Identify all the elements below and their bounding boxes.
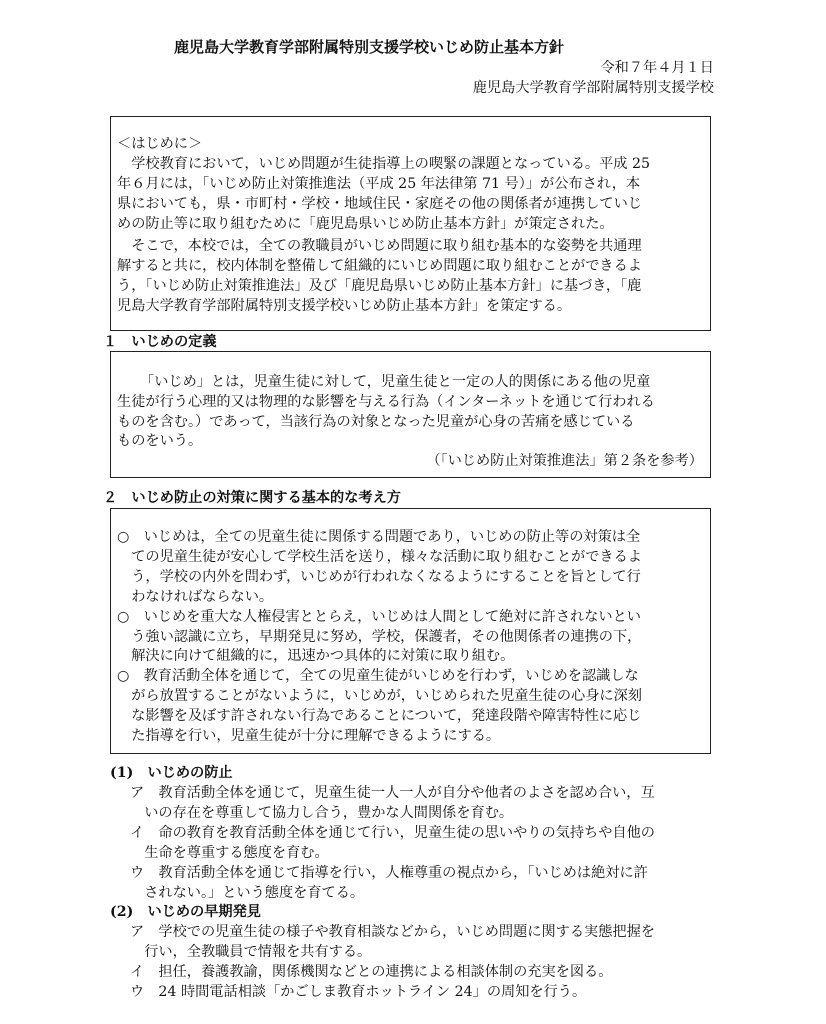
subsection-heading-early-detection: (2) いじめの早期発見 <box>110 904 261 920</box>
approach-line: ての児童生徒が安心して学校生活を送り，様々な活動に取り組むことができるよ <box>117 549 642 565</box>
intro-line: 県においても，県・市町村・学校・地域住民・家庭その他の関係者が連携していじ <box>117 196 642 212</box>
definition-line: 生徒が行う心理的又は物理的な影響を与える行為（インターネットを通じて行われる <box>117 394 655 410</box>
approach-line: がら放置することがないように，いじめが，いじめられた児童生徒の心身に深刻 <box>117 688 642 704</box>
intro-heading: ＜はじめに＞ <box>117 136 203 152</box>
prevention-line: いの存在を尊重して協力し合う，豊かな人間関係を育む。 <box>130 805 514 821</box>
approach-line: わなければならない。 <box>117 589 274 605</box>
subsection-heading-prevention: (1) いじめの防止 <box>110 765 233 781</box>
approach-line: な影響を及ぼす許されない行為であることについて，発達段階や障害特性に応じ <box>117 708 642 724</box>
approach-line: う，学校の内外を問わず，いじめが行われなくなるようにすることを旨として行 <box>117 569 641 585</box>
early-detection-line: イ 担任，養護教諭，関係機関などとの連携による相談体制の充実を図る。 <box>130 964 613 980</box>
intro-line: 年６月には，「いじめ防止対策推進法（平成 25 年法律第 71 号）」が公布され，本 <box>117 176 641 192</box>
intro-line: そこで，本校では，全ての教職員がいじめ問題に取り組む基本的な姿勢を共通理 <box>117 238 642 254</box>
early-detection-line: ウ 24 時間電話相談「かごしま教育ホットライン 24」の周知を行う。 <box>130 984 587 1000</box>
issuing-organization: 鹿児島大学教育学部附属特別支援学校 <box>472 80 714 96</box>
document-title: 鹿児島大学教育学部附属特別支援学校いじめ防止基本方針 <box>174 38 565 56</box>
intro-line: 解すると共に，校内体制を整備して組織的にいじめ問題に取り組むことができるよ <box>117 258 642 274</box>
section-heading-basic-approach: ２ いじめ防止の対策に関する基本的な考え方 <box>103 490 401 506</box>
section-heading-definition: １ いじめの定義 <box>103 334 217 350</box>
approach-line: 解決に向けて組織的に，迅速かつ具体的に対策に取り組む。 <box>117 648 515 664</box>
approach-line: ○ いじめを重大な人権侵害ととらえ，いじめは人間として絶対に許されないとい <box>117 609 641 625</box>
early-detection-line: 行い，全教職員で情報を共有する。 <box>130 944 372 960</box>
early-detection-line: ア 学校での児童生徒の様子や教育相談などから，いじめ問題に関する実態把握を <box>130 924 655 940</box>
intro-line: う，「いじめ防止対策推進法」及び「鹿児島県いじめ防止基本方針」に基づき，「鹿 <box>117 278 642 294</box>
definition-line: ものを含む。）であって，当該行為の対象となった児童が心身の苦痛を感じている <box>117 414 635 430</box>
approach-line: た指導を行い，児童生徒が十分に理解できるようにする。 <box>117 728 501 744</box>
intro-line: 児島大学教育学部附属特別支援学校いじめ防止基本方針」を策定する。 <box>117 298 572 314</box>
prevention-line: 生命を尊重する態度を育む。 <box>130 845 329 861</box>
prevention-line: されない。」という態度を育てる。 <box>130 885 365 901</box>
intro-line: めの防止等に取り組むために「鹿児島県いじめ防止基本方針」が策定された。 <box>117 216 614 232</box>
definition-reference: （「いじめ防止対策推進法」第２条を参考） <box>426 453 703 469</box>
definition-line: 「いじめ」とは，児童生徒に対して，児童生徒と一定の人的関係にある他の児童 <box>140 374 651 390</box>
issue-date: 令和７年４月１日 <box>600 60 714 76</box>
definition-line: ものをいう。 <box>117 433 203 449</box>
prevention-line: ウ 教育活動全体を通じて指導を行い，人権尊重の視点から，「いじめは絶対に許 <box>130 865 648 881</box>
intro-line: 学校教育において，いじめ問題が生徒指導上の喫緊の課題となっている。平成 25 <box>117 156 651 172</box>
approach-line: う強い認識に立ち，早期発見に努め，学校，保護者，その他関係者の連携の下， <box>117 629 642 645</box>
prevention-line: イ 命の教育を教育活動全体を通じて行い，児童生徒の思いやりの気持ちや自他の <box>130 825 655 841</box>
approach-line: ○ 教育活動全体を通じて，全ての児童生徒がいじめを行わず，いじめを認識しな <box>117 668 639 684</box>
approach-line: ○ いじめは，全ての児童生徒に関係する問題であり，いじめの防止等の対策は全 <box>117 529 641 545</box>
prevention-line: ア 教育活動全体を通じて，児童生徒一人一人が自分や他者のよさを認め合い，互 <box>130 785 655 801</box>
